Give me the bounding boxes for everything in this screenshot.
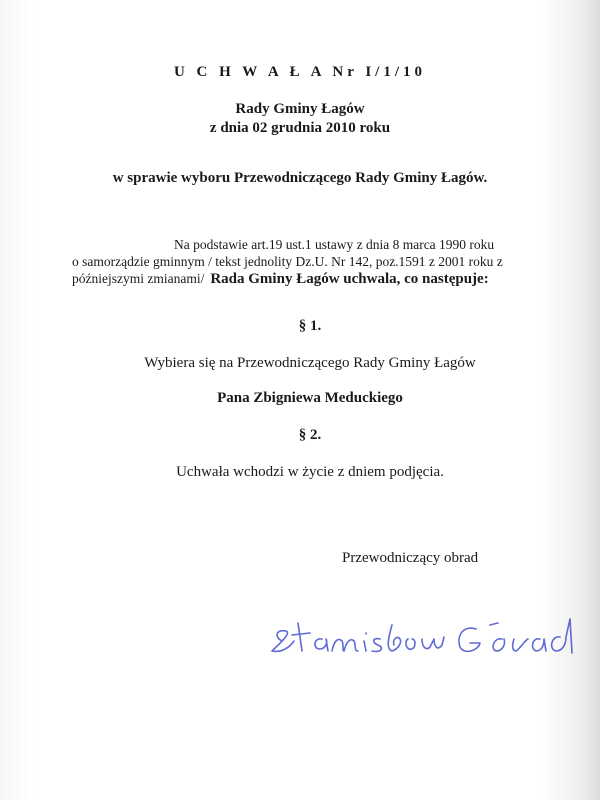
chairman-role: Przewodniczący obrad: [342, 550, 479, 566]
legal-basis-line-1: Na podstawie art.19 ust.1 ustawy z dnia 8 marca 1990 roku: [174, 237, 495, 252]
section-2-text: Uchwała wchodzi w życie z dniem podjęcia.: [176, 464, 444, 480]
elected-person: Pana Zbigniewa Meduckiego: [217, 390, 403, 406]
handwritten-signature: [268, 605, 588, 665]
section-1-heading: § 1.: [298, 318, 322, 334]
signature-icon: [268, 605, 588, 665]
resolution-title: U C H W A Ł A Nr I/1/10: [173, 64, 427, 80]
section-1-text: Wybiera się na Przewodniczącego Rady Gminy Łagów: [144, 355, 476, 371]
legal-basis-line-3: [72, 270, 552, 288]
legal-basis-amendments: późniejszymi zmianami/: [72, 271, 205, 286]
council-name: Rady Gminy Łagów: [235, 101, 365, 117]
resolution-subject: w sprawie wyboru Przewodniczącego Rady Gminy Łagów.: [112, 170, 488, 186]
legal-basis-line-2: o samorządzie gminnym / tekst jednolity Dz.U. Nr 142, poz.1591 z 2001 roku z: [72, 254, 503, 269]
resolution-date: z dnia 02 grudnia 2010 roku: [209, 120, 391, 136]
council-resolves: Rada Gminy Łagów uchwala, co następuje:: [210, 271, 489, 287]
section-2-heading: § 2.: [298, 427, 322, 443]
